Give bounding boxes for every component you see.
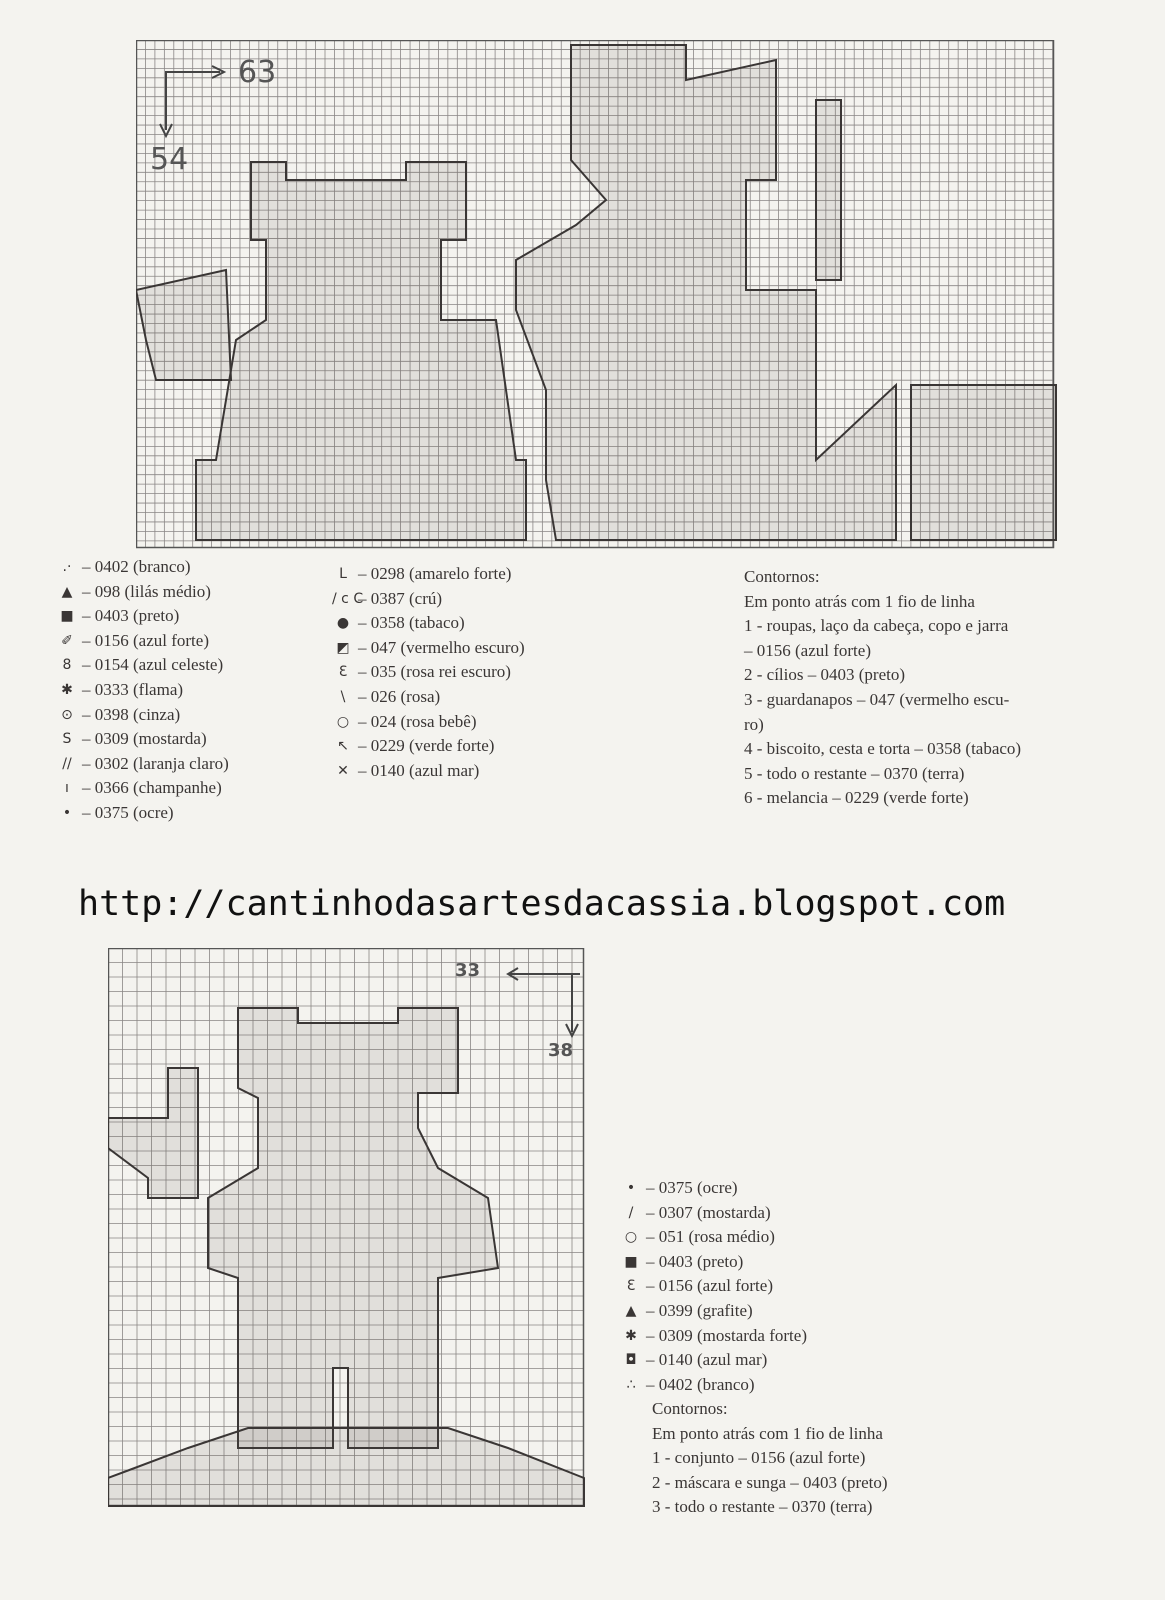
legend-entry [332, 759, 525, 784]
legend-entry [56, 629, 229, 654]
legend-text: – 0387 (crú) [358, 588, 443, 608]
dot-pair-icon: .· [62, 559, 72, 575]
legend-entry [620, 1348, 807, 1373]
asterisk-icon: ✱ [625, 1327, 637, 1344]
outline-note-line: 5 - todo o restante – 0370 (terra) [744, 763, 965, 783]
letter-l-icon: L [339, 566, 347, 582]
legend-text: – 0309 (mostarda forte) [646, 1325, 807, 1345]
legend-entry [332, 734, 525, 759]
cross-icon: ✕ [337, 762, 349, 779]
legend-entry [332, 611, 525, 636]
epsilon-icon: Ɛ [626, 1278, 636, 1295]
legend-text: – 0402 (branco) [646, 1374, 755, 1394]
legend-text: – 0307 (mostarda) [646, 1202, 771, 1222]
legend-text: – 047 (vermelho escuro) [358, 637, 525, 657]
legend-text: – 026 (rosa) [358, 686, 441, 706]
chart2-height-label: 38 [548, 1040, 574, 1061]
outline-note-line: Em ponto atrás com 1 fio de linha [652, 1423, 883, 1443]
legend-entry [56, 801, 229, 826]
arrow-icon: ↖ [337, 738, 349, 755]
slash-icon: / [628, 1204, 634, 1221]
outline-note-line: Contornos: [652, 1399, 728, 1418]
legend-text: – 0375 (ocre) [646, 1178, 738, 1197]
legend-text: – 0358 (tabaco) [358, 613, 465, 633]
triangle-icon: ▲ [61, 583, 73, 600]
outline-note-line: 4 - biscoito, cesta e torta – 0358 (tabaco) [744, 739, 1022, 759]
legend-entry [332, 685, 525, 710]
legend-text: – 0156 (azul forte) [82, 630, 209, 650]
legend-entry [620, 1324, 807, 1349]
legend-text: – 0298 (amarelo forte) [358, 564, 512, 583]
chart2-outline-notes [652, 1397, 888, 1520]
backslash-icon: \ [340, 688, 346, 705]
outline-note-line: 3 - todo o restante – 0370 (terra) [652, 1497, 873, 1517]
legend-entry [620, 1201, 807, 1226]
legend-entry [620, 1250, 807, 1275]
legend-entry [56, 653, 229, 678]
slash-c-icon: / c C [332, 590, 364, 607]
outline-note-line: 1 - conjunto – 0156 (azul forte) [652, 1448, 866, 1468]
legend-entry [56, 604, 229, 629]
legend-entry [620, 1274, 807, 1299]
open-circle-icon: ○ [624, 1229, 638, 1246]
chart1-width-label: 63 [238, 55, 277, 90]
figure-eight-icon: 8 [62, 657, 72, 674]
open-square-icon: ◘ [625, 1352, 637, 1369]
legend-entry [620, 1299, 807, 1324]
legend-text: – 0154 (azul celeste) [82, 655, 224, 675]
bottle-motif [816, 100, 841, 280]
blog-url[interactable]: http://cantinhodasartesdacassia.blogspot.com [78, 884, 1006, 924]
outline-note-line: Contornos: [744, 567, 820, 586]
legend-text: – 0402 (branco) [82, 557, 191, 576]
flag-motif [108, 1068, 198, 1198]
legend-entry [56, 752, 229, 777]
outline-note-line: 2 - máscara e sunga – 0403 (preto) [652, 1472, 888, 1492]
chart1-dimension-arrows [150, 60, 240, 150]
legend-text: – 051 (rosa médio) [646, 1227, 775, 1247]
outline-note-line: 6 - melancia – 0229 (verde forte) [744, 788, 969, 808]
chart1-legend-col2 [332, 562, 525, 783]
basket-motif [911, 385, 1056, 540]
half-square-icon: ◩ [336, 639, 350, 656]
legend-text: – 0229 (verde forte) [358, 736, 495, 756]
legend-entry [620, 1373, 807, 1398]
dot-icon: • [62, 804, 72, 821]
legend-entry [56, 727, 229, 752]
legend-text: – 0309 (mostarda) [82, 729, 207, 749]
filled-circle-icon: ● [336, 615, 350, 632]
legend-entry [332, 562, 525, 587]
double-slash-icon: // [62, 755, 72, 772]
outline-note-line: – 0156 (azul forte) [744, 640, 871, 660]
legend-entry [56, 776, 229, 801]
legend-entry [332, 710, 525, 735]
outline-note-line: 1 - roupas, laço da cabeça, copo e jarra [744, 616, 1009, 636]
legend-entry [620, 1176, 807, 1201]
circled-dot-icon: ⊙ [61, 706, 73, 723]
chart1-outline-notes [744, 565, 1021, 811]
legend-text: – 0399 (grafite) [646, 1300, 753, 1320]
letter-s-icon: S [62, 731, 72, 748]
legend-entry [56, 580, 229, 605]
legend-text: – 0156 (azul forte) [646, 1276, 773, 1296]
legend-entry [56, 703, 229, 728]
legend-text: – 0403 (preto) [646, 1251, 744, 1271]
chart2-dimension-arrows [490, 960, 590, 1040]
legend-text: – 0302 (laranja claro) [82, 753, 229, 773]
sand-motif [108, 1428, 584, 1506]
legend-entry [332, 660, 525, 685]
open-circle-icon: ○ [336, 713, 350, 730]
legend-text: – 098 (lilás médio) [82, 581, 211, 601]
chart2-legend [620, 1176, 807, 1397]
outline-note-line: ro) [744, 714, 764, 734]
filled-square-icon: ■ [624, 1253, 638, 1270]
legend-text: – 024 (rosa bebê) [358, 711, 477, 731]
dot-icon: • [626, 1180, 636, 1196]
legend-text: – 0403 (preto) [82, 606, 180, 626]
outline-note-line: 2 - cílios – 0403 (preto) [744, 665, 905, 685]
chart1-height-label: 54 [150, 142, 189, 177]
legend-text: – 0333 (flama) [82, 679, 184, 699]
legend-entry [332, 587, 525, 612]
outline-note-line: Em ponto atrás com 1 fio de linha [744, 591, 975, 611]
legend-text: – 0375 (ocre) [82, 802, 174, 822]
legend-entry [56, 555, 229, 580]
legend-entry [56, 678, 229, 703]
watermelon-motif [136, 270, 231, 380]
legend-entry [332, 636, 525, 661]
tick-icon: ı [65, 780, 69, 797]
asterisk-icon: ✱ [61, 681, 73, 698]
chart2-width-label: 33 [455, 960, 481, 981]
epsilon-icon: Ɛ [338, 664, 348, 681]
filled-square-icon: ■ [60, 608, 74, 625]
legend-text: – 0140 (azul mar) [358, 760, 480, 780]
dot-triple-icon: ∴ [626, 1376, 636, 1393]
bear-boy-motif [208, 1008, 498, 1448]
cross-stitch-chart-1 [136, 40, 1078, 552]
slash-dot-icon: ✐ [61, 632, 73, 649]
legend-text: – 035 (rosa rei escuro) [358, 662, 511, 682]
outline-note-line: 3 - guardanapos – 047 (vermelho escu- [744, 689, 1010, 709]
legend-text: – 0366 (champanhe) [82, 778, 222, 798]
triangle-icon: ▲ [625, 1302, 637, 1319]
legend-entry [620, 1225, 807, 1250]
legend-text: – 0140 (azul mar) [646, 1350, 768, 1370]
legend-text: – 0398 (cinza) [82, 704, 181, 724]
chart1-legend-col1 [56, 555, 229, 826]
